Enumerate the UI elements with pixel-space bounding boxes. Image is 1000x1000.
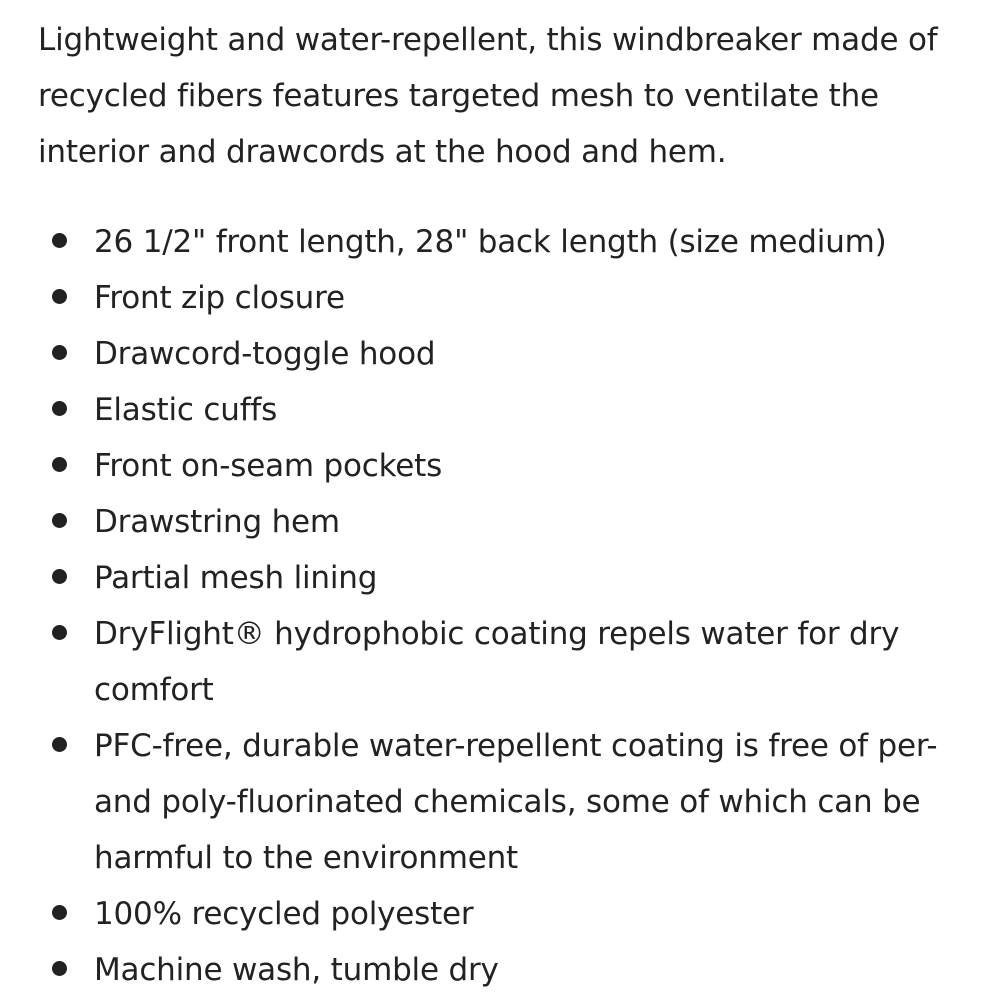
bullet-icon [52,625,67,640]
feature-item-cuffs [38,382,978,438]
feature-item-hood [38,326,978,382]
feature-text: Drawstring hem [94,504,340,540]
feature-list [38,214,978,998]
feature-text: DryFlight® hydrophobic coating repels water for dry comfort [94,616,900,708]
bullet-icon [52,737,67,752]
bullet-icon [52,401,67,416]
feature-text: PFC-free, durable water-repellent coating is free of per- and poly-fluorinated chemicals, some of which can be harmful to the environment [94,728,938,876]
feature-text: Drawcord-toggle hood [94,336,436,372]
product-description [38,12,978,998]
bullet-icon [52,345,67,360]
bullet-icon [52,457,67,472]
feature-item-dryflight [38,606,978,718]
intro-paragraph: Lightweight and water-repellent, this windbreaker made of recycled fibers features targeted mesh to ventilate the interior and drawcords at the hood and hem. [38,22,938,170]
feature-text: 26 1/2" front length, 28" back length (size medium) [94,224,887,260]
bullet-icon [52,289,67,304]
feature-text: Elastic cuffs [94,392,278,428]
bullet-icon [52,513,67,528]
feature-item-length [38,214,978,270]
bullet-icon [52,961,67,976]
feature-text: 100% recycled polyester [94,896,474,932]
feature-item-material [38,886,978,942]
feature-item-care [38,942,978,998]
feature-item-lining [38,550,978,606]
feature-text: Machine wash, tumble dry [94,952,499,988]
feature-text: Front on-seam pockets [94,448,443,484]
feature-item-pfc-free [38,718,978,886]
feature-item-hem [38,494,978,550]
bullet-icon [52,905,67,920]
bullet-icon [52,233,67,248]
feature-item-zip [38,270,978,326]
feature-item-pockets [38,438,978,494]
bullet-icon [52,569,67,584]
feature-text: Partial mesh lining [94,560,378,596]
feature-text: Front zip closure [94,280,345,316]
